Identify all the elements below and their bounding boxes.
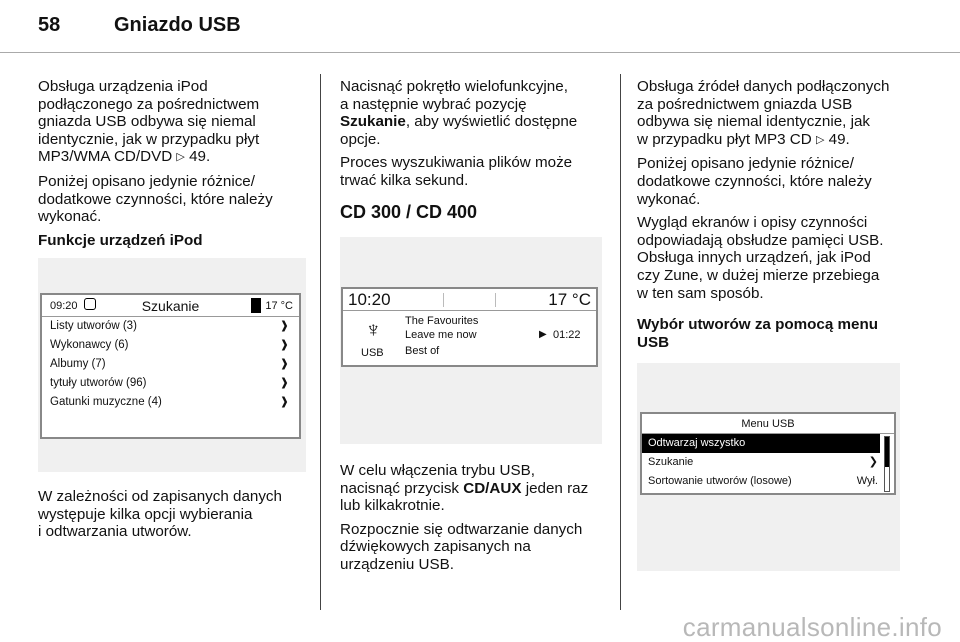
paragraph-usb-intro: Obsługa źródeł danych podłączonych za pośrednictwem gniazda USB odbywa się niemal identycznie, jak w przypadku płyt MP3 CD ▷ 49. bbox=[637, 78, 890, 148]
page-reference: 49. bbox=[828, 130, 850, 148]
track-item: The Favourites bbox=[405, 315, 479, 327]
watermark: carmanualsonline.info bbox=[682, 612, 942, 642]
scrollbar[interactable] bbox=[884, 436, 890, 492]
clock-time: 10:20 bbox=[348, 290, 391, 309]
paragraph-search-instruction: Nacisnąć pokrętło wielofunkcyjne, a następnie wybrać pozycję Szukanie, aby wyświetlić dostępne opcje. bbox=[340, 78, 578, 148]
temperature: 17 °C bbox=[548, 290, 591, 309]
bold-term-szukanie: Szukanie bbox=[340, 113, 406, 131]
screen-usb-menu bbox=[640, 412, 896, 495]
column-divider-1 bbox=[320, 74, 321, 610]
chevron-right-icon: ❱ bbox=[279, 396, 289, 408]
elapsed-time: 01:22 bbox=[553, 329, 581, 341]
section-heading-usb-menu: Wybór utworów za pomocą menu USB bbox=[637, 316, 879, 351]
paragraph-playback-start: Rozpocznie się odtwarzanie danych dźwiękowych zapisanych na urządzeniu USB. bbox=[340, 520, 583, 573]
chevron-right-icon: ❱ bbox=[279, 339, 289, 351]
chevron-right-icon: ❱ bbox=[279, 320, 289, 332]
paragraph-ipod-intro: Obsługa urządzenia iPod podłączonego za pośrednictwem gniazda USB odbywa się niemal identycznie, jak w przypadku płyt MP3/WMA CD/DVD ▷ 49. bbox=[38, 78, 260, 166]
chevron-right-icon: ❱ bbox=[279, 377, 289, 389]
clock-time: 09:20 bbox=[50, 300, 78, 312]
section-heading-ipod: Funkcje urządzeń iPod bbox=[38, 231, 203, 249]
column-2-lower bbox=[340, 462, 612, 580]
page-number: 58 bbox=[38, 14, 61, 36]
column-1-lower bbox=[38, 488, 310, 547]
screen-status-bar bbox=[343, 289, 596, 311]
temperature: 17 °C bbox=[265, 300, 293, 312]
scrollbar-thumb[interactable] bbox=[885, 437, 889, 467]
paragraph-usb-mode: W celu włączenia trybu USB, nacisnąć przycisk CD/AUX jeden raz lub kilkakrotnie. bbox=[340, 462, 589, 515]
screen-status-bar bbox=[42, 295, 299, 317]
paragraph-search-duration: Proces wyszukiwania plików może trwać kilka sekund. bbox=[340, 154, 573, 189]
menu-item-playlists[interactable]: Listy utworów (3) ❱ bbox=[42, 317, 299, 336]
ipod-icon bbox=[251, 298, 261, 313]
menu-item-play-all[interactable]: Odtwarzaj wszystko bbox=[642, 434, 880, 453]
reference-arrow-icon: ▷ bbox=[176, 151, 185, 164]
header-rule bbox=[0, 52, 960, 53]
paragraph-screens: Wygląd ekranów i opisy czynności odpowiadają obsłudze pamięci USB. Obsługa innych urządzeń, jak iPod czy Zune, w dużej mierze przebiega w ten sam sposób. bbox=[637, 214, 884, 302]
menu-item-albums[interactable]: Albumy (7) ❱ bbox=[42, 355, 299, 374]
shuffle-value: Wył. bbox=[856, 475, 878, 487]
track-item: Best of bbox=[405, 345, 440, 357]
menu-item-genres[interactable]: Gatunki muzyczne (4) ❱ bbox=[42, 393, 299, 412]
column-divider-2 bbox=[620, 74, 621, 610]
usb-source-label: USB bbox=[361, 347, 384, 359]
section-heading-cd300: CD 300 / CD 400 bbox=[340, 201, 478, 222]
menu-item-search[interactable]: Szukanie ❯ bbox=[642, 453, 880, 472]
screen-title: Menu USB bbox=[642, 414, 894, 434]
column-2 bbox=[340, 78, 612, 239]
usb-icon: ♆ bbox=[365, 317, 382, 342]
paragraph-differences: Poniżej opisano jedynie różnice/ dodatkowe czynności, które należy wykonać. bbox=[637, 155, 872, 208]
chevron-right-icon: ❱ bbox=[279, 358, 289, 370]
screen-title: Szukanie bbox=[141, 298, 200, 314]
screen-cd300 bbox=[341, 287, 598, 367]
reference-arrow-icon: ▷ bbox=[815, 133, 825, 146]
paragraph-options: W zależności od zapisanych danych występuje kilka opcji wybierania i odtwarzania utworów. bbox=[38, 488, 282, 541]
page-reference: 49. bbox=[189, 148, 211, 166]
page-header bbox=[38, 14, 241, 37]
bold-term-cd-aux: CD/AUX bbox=[463, 479, 522, 497]
chevron-right-icon: ❯ bbox=[868, 456, 878, 468]
column-1 bbox=[38, 78, 310, 255]
paragraph-differences: Poniżej opisano jedynie różnice/ dodatkowe czynności, które należy wykonać. bbox=[38, 172, 273, 226]
column-3 bbox=[637, 78, 937, 357]
play-icon: ▶ bbox=[539, 329, 547, 340]
page-title: Gniazdo USB bbox=[114, 14, 241, 36]
menu-item-shuffle[interactable]: Sortowanie utworów (losowe) Wył. bbox=[642, 472, 880, 491]
track-item-current: Leave me now bbox=[405, 329, 477, 341]
menu-item-tracks[interactable]: tytuły utworów (96) ❱ bbox=[42, 374, 299, 393]
menu-item-artists[interactable]: Wykonawcy (6) ❱ bbox=[42, 336, 299, 355]
screen-ipod-search bbox=[40, 293, 301, 439]
